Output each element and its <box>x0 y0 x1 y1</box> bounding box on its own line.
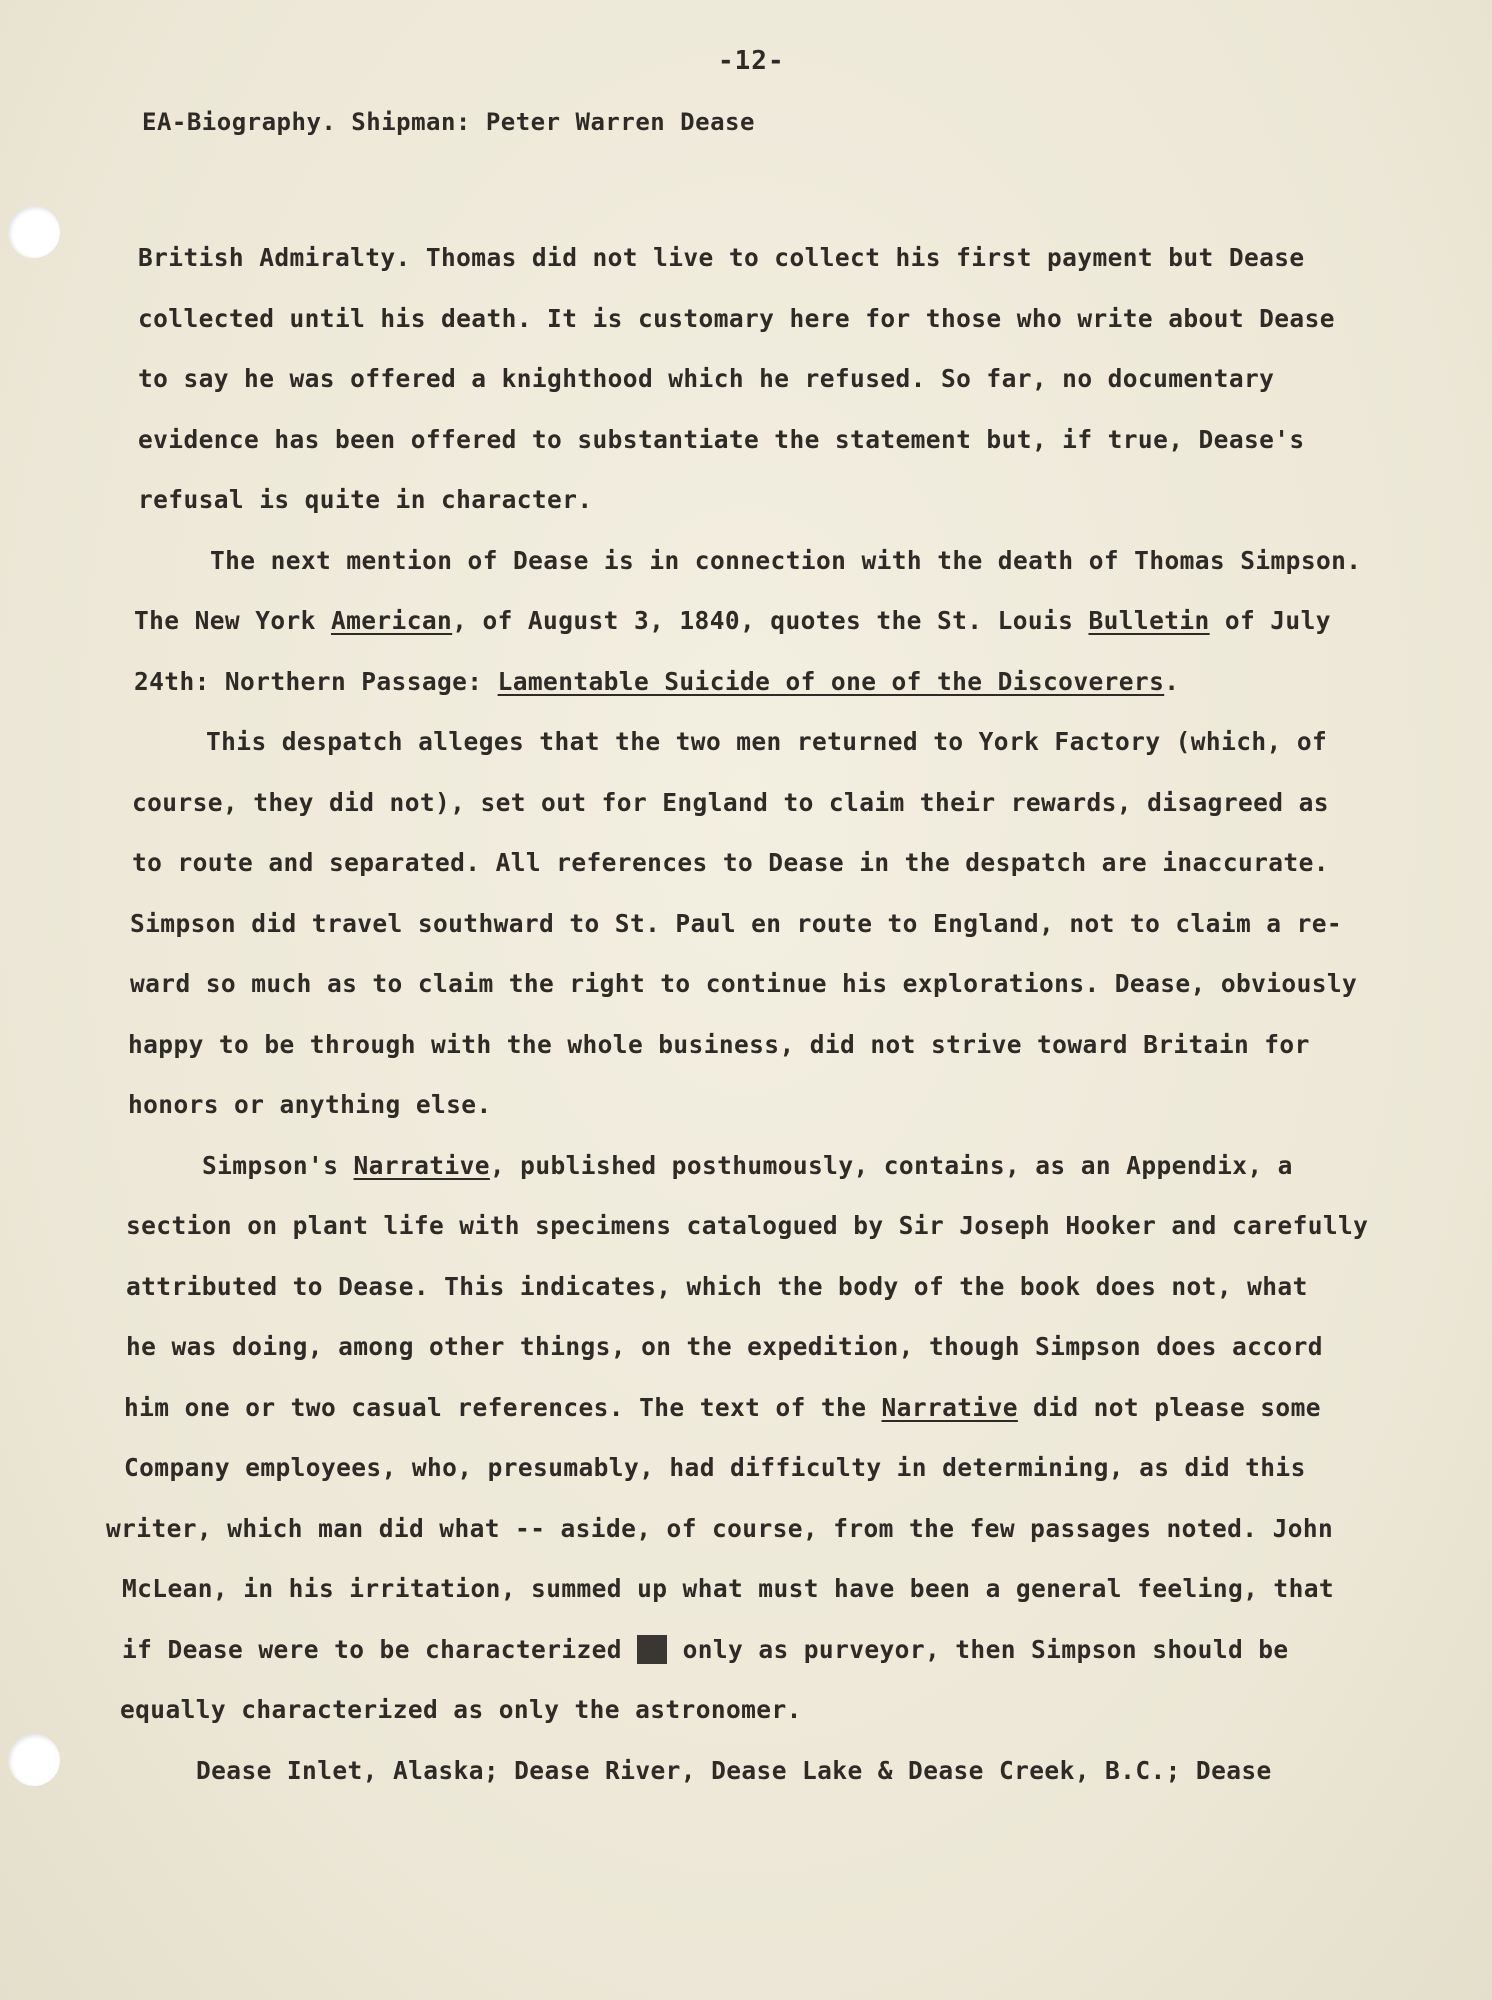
struck-out-text: as <box>637 1634 668 1664</box>
text-segment: ward so much as to claim the right to continue his explorations. Dease, obviously <box>130 969 1358 998</box>
text-segment: Simpson did travel southward to St. Paul en route to England, not to claim a re- <box>130 908 1343 938</box>
text-line <box>120 1680 1400 1741</box>
text-line <box>138 470 1400 531</box>
body-text <box>106 228 1400 1801</box>
text-line <box>196 1741 1400 1802</box>
text-line <box>128 1075 1400 1136</box>
page-number: -12- <box>718 46 785 76</box>
text-line <box>130 894 1400 955</box>
text-segment: equally characterized as only the astronomer. <box>120 1695 802 1724</box>
text-line <box>138 349 1400 410</box>
text-line <box>126 1257 1400 1318</box>
text-segment: This despatch alleges that the two men returned to York Factory (which, of <box>206 727 1328 756</box>
text-line <box>210 531 1400 592</box>
text-segment: honors or anything else. <box>128 1090 492 1119</box>
underlined-title: Bulletin <box>1088 606 1210 635</box>
text-line <box>138 410 1400 471</box>
text-segment: course, they did not), set out for England to claim their rewards, disagreed as <box>132 787 1329 817</box>
text-segment: 24th: Northern Passage: <box>134 666 498 696</box>
underlined-title: Lamentable Suicide of one of the Discoverers <box>497 666 1165 696</box>
text-segment: did not please some <box>1017 1392 1321 1422</box>
underlined-title: Narrative <box>353 1150 490 1180</box>
text-line <box>130 954 1400 1015</box>
text-segment: British Admiralty. Thomas did not live to collect his first payment but Dease <box>138 243 1305 272</box>
text-segment: evidence has been offered to substantiate the statement but, if true, Dease's <box>138 424 1305 454</box>
text-line <box>138 289 1400 350</box>
text-segment: , published posthumously, contains, as an Appendix, a <box>489 1150 1293 1180</box>
text-segment: section on plant life with specimens catalogued by Sir Joseph Hooker and carefully <box>126 1211 1369 1240</box>
underlined-title: Narrative <box>881 1392 1018 1422</box>
text-line <box>134 652 1400 713</box>
text-line <box>126 1317 1400 1378</box>
text-segment: only as purveyor, then Simpson should be <box>667 1634 1289 1664</box>
text-line <box>126 1196 1400 1257</box>
text-segment: happy to be through with the whole business, did not strive toward Britain for <box>128 1029 1310 1059</box>
text-segment: collected until his death. It is customary here for those who write about Dease <box>138 303 1335 333</box>
text-line <box>206 712 1400 773</box>
text-line <box>106 1499 1400 1560</box>
text-segment: . <box>1164 666 1180 696</box>
text-line <box>122 1620 1400 1681</box>
text-segment: McLean, in his irritation, summed up what must have been a general feeling, that <box>122 1574 1335 1603</box>
text-segment: Dease Inlet, Alaska; Dease River, Dease Lake & Dease Creek, B.C.; Dease <box>196 1755 1272 1785</box>
text-segment: The next mention of Dease is in connection with the death of Thomas Simpson. <box>210 545 1362 575</box>
text-line <box>132 833 1400 894</box>
text-line <box>122 1559 1400 1620</box>
text-line <box>202 1136 1400 1197</box>
underlined-title: American <box>330 606 453 635</box>
text-segment: , of August 3, 1840, quotes the St. Louis <box>452 606 1089 635</box>
document-header: EA-Biography. Shipman: Peter Warren Dease <box>142 108 755 136</box>
text-segment: of July <box>1209 606 1331 635</box>
binder-hole <box>8 206 60 258</box>
text-line <box>134 591 1400 652</box>
text-segment: The New York <box>134 606 331 635</box>
text-segment: to say he was offered a knighthood which he refused. So far, no documentary <box>138 364 1275 393</box>
text-segment: he was doing, among other things, on the expedition, though Simpson does accord <box>126 1332 1323 1361</box>
text-segment: if Dease were to be characterized <box>122 1634 638 1664</box>
text-line <box>128 1015 1400 1076</box>
text-segment: attributed to Dease. This indicates, which the body of the book does not, what <box>126 1271 1308 1301</box>
text-line <box>138 228 1400 289</box>
text-line <box>124 1438 1400 1499</box>
text-line <box>124 1378 1400 1439</box>
binder-hole <box>8 1734 60 1786</box>
text-segment: writer, which man did what -- aside, of course, from the few passages noted. John <box>106 1513 1334 1543</box>
text-segment: refusal is quite in character. <box>138 485 593 514</box>
text-segment: to route and separated. All references to Dease in the despatch are inaccurate. <box>132 848 1329 877</box>
text-segment: Company employees, who, presumably, had difficulty in determining, as did this <box>124 1453 1306 1482</box>
text-segment: him one or two casual references. The text of the <box>124 1392 882 1422</box>
text-segment: Simpson's <box>202 1150 354 1180</box>
text-line <box>132 773 1400 834</box>
